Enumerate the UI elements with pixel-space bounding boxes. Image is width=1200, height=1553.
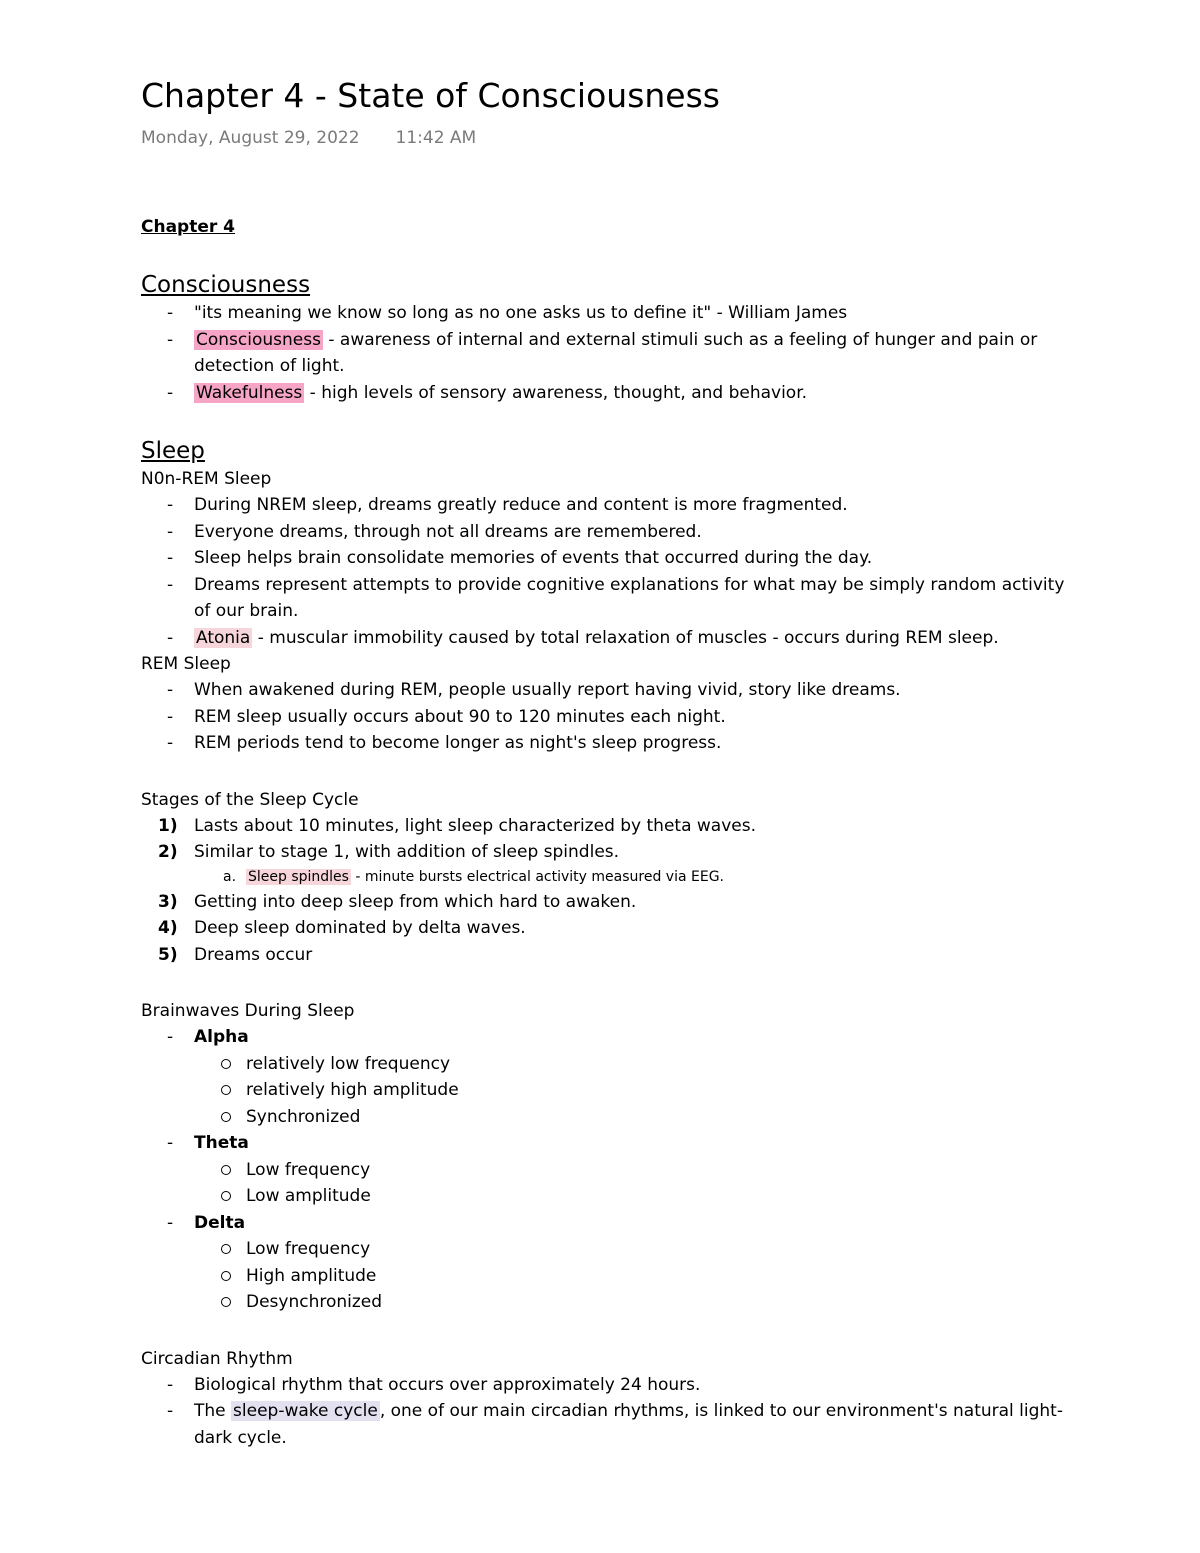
list-number: 2) <box>158 842 178 862</box>
bullet-marker: - <box>167 1401 174 1421</box>
bullet-marker: - <box>167 574 174 595</box>
stages-section <box>141 787 1081 969</box>
circle-bullet-icon <box>221 1085 231 1095</box>
consciousness-section <box>141 270 1081 406</box>
quote-text: "its meaning we know so long as no one asks us to define it" - William James <box>194 303 848 323</box>
circle-bullet-icon <box>221 1297 231 1307</box>
wave-name-alpha: Alpha <box>194 1027 249 1047</box>
list-item: 5) Dreams occur <box>141 942 1081 969</box>
list-number: 1) <box>158 815 178 836</box>
bullet-marker: - <box>167 1212 174 1233</box>
list-item <box>141 380 1081 407</box>
list-number: 3) <box>158 891 178 912</box>
circle-bullet-icon <box>221 1059 231 1069</box>
circadian-section <box>141 1346 1081 1452</box>
list-item: 1) Lasts about 10 minutes, light sleep characterized by theta waves. <box>141 813 1081 840</box>
list-item <box>141 625 1081 652</box>
stages-label: Stages of the Sleep Cycle <box>141 789 359 810</box>
nrem-label: N0n-REM Sleep <box>141 469 272 489</box>
wave-name-delta: Delta <box>194 1212 246 1233</box>
page-title: Chapter 4 - State of Consciousness <box>141 76 720 115</box>
term-highlight-sleep-spindles: Sleep spindles <box>248 868 349 885</box>
list-item: - Biological rhythm that occurs over approximately 24 hours. <box>141 1372 1081 1399</box>
page-time: 11:42 AM <box>395 128 477 148</box>
definition-text: - awareness of internal and external stimuli such as a feeling of hunger and pain or detection of light. <box>194 329 1038 376</box>
term-highlight-sleep-wake-cycle: sleep-wake cycle <box>233 1401 378 1421</box>
term-highlight-consciousness: Consciousness <box>196 329 321 350</box>
bullet-marker: - <box>167 1374 174 1395</box>
stages-list <box>141 813 1081 969</box>
sub-marker: a. <box>223 868 237 885</box>
list-item: Synchronized <box>141 1104 1081 1131</box>
list-item: - During NREM sleep, dreams greatly reduce and content is more fragmented. <box>141 492 1081 519</box>
bullet-marker: - <box>167 548 174 568</box>
list-item <box>141 1024 1081 1051</box>
list-item: - REM periods tend to become longer as night's sleep progress. <box>141 730 1081 757</box>
definition-text: - minute bursts electrical activity measured via EEG. <box>350 868 724 885</box>
circadian-list <box>141 1372 1081 1452</box>
bullet-marker: - <box>167 495 174 515</box>
consciousness-list <box>141 300 1081 406</box>
nrem-list <box>141 492 1081 651</box>
bullet-marker: - <box>167 382 174 403</box>
list-item: Desynchronized <box>141 1289 1081 1316</box>
bullet-marker: - <box>167 627 174 648</box>
list-number: 5) <box>158 944 178 965</box>
bullet-marker: - <box>167 1133 174 1153</box>
list-item: - Sleep helps brain consolidate memories of events that occurred during the day. <box>141 545 1081 572</box>
list-item: High amplitude <box>141 1263 1081 1290</box>
page-timestamp <box>141 127 476 149</box>
rem-label: REM Sleep <box>141 654 231 674</box>
list-item: - Dreams represent attempts to provide cognitive explanations for what may be simply random activity of our brain. <box>141 572 1081 625</box>
circle-bullet-icon <box>221 1244 231 1254</box>
list-item: 3) Getting into deep sleep from which hard to awaken. <box>141 889 1081 916</box>
bullet-marker: - <box>167 680 174 700</box>
circle-bullet-icon <box>221 1112 231 1122</box>
list-item <box>141 327 1081 380</box>
circadian-label: Circadian Rhythm <box>141 1348 293 1369</box>
list-item: Low frequency <box>141 1157 1081 1184</box>
list-item: - Everyone dreams, through not all dreams are remembered. <box>141 519 1081 546</box>
wave-name-theta: Theta <box>194 1133 249 1153</box>
list-item <box>141 300 1081 327</box>
note-content <box>141 214 1081 1451</box>
list-item <box>141 1130 1081 1157</box>
definition-text: - high levels of sensory awareness, thought, and behavior. <box>304 382 808 403</box>
list-item: 2) Similar to stage 1, with addition of sleep spindles. <box>141 839 1081 866</box>
circle-bullet-icon <box>221 1191 231 1201</box>
list-item: 4) Deep sleep dominated by delta waves. <box>141 915 1081 942</box>
bullet-marker: - <box>167 329 174 350</box>
term-highlight-atonia: Atonia <box>196 627 251 648</box>
page-date: Monday, August 29, 2022 <box>141 128 360 148</box>
bullet-marker: - <box>167 303 174 323</box>
bullet-marker: - <box>167 733 174 753</box>
term-highlight-wakefulness: Wakefulness <box>196 382 303 403</box>
sleep-heading: Sleep <box>141 438 205 464</box>
sleep-section <box>141 436 1081 757</box>
circle-bullet-icon <box>221 1271 231 1281</box>
brainwaves-label: Brainwaves During Sleep <box>141 1001 355 1021</box>
brainwaves-list <box>141 1024 1081 1316</box>
list-item: - When awakened during REM, people usually report having vivid, story like dreams. <box>141 677 1081 704</box>
list-item <box>141 866 1081 889</box>
bullet-marker: - <box>167 1027 174 1047</box>
list-item: - The sleep-wake cycle , one of our main circadian rhythms, is linked to our environment's natural light-dark cycle. <box>141 1398 1081 1451</box>
list-item: - REM sleep usually occurs about 90 to 120 minutes each night. <box>141 704 1081 731</box>
bullet-marker: - <box>167 706 174 727</box>
chapter-label: Chapter 4 <box>141 217 236 237</box>
list-item: relatively low frequency <box>141 1051 1081 1078</box>
rem-list <box>141 677 1081 757</box>
definition-text: - muscular immobility caused by total relaxation of muscles - occurs during REM sleep. <box>252 627 999 648</box>
list-number: 4) <box>158 918 178 938</box>
list-item: Low amplitude <box>141 1183 1081 1210</box>
circle-bullet-icon <box>221 1165 231 1175</box>
list-item: Low frequency <box>141 1236 1081 1263</box>
list-item <box>141 1210 1081 1237</box>
list-item: relatively high amplitude <box>141 1077 1081 1104</box>
consciousness-heading: Consciousness <box>141 272 311 298</box>
brainwaves-section <box>141 998 1081 1316</box>
bullet-marker: - <box>167 521 174 542</box>
